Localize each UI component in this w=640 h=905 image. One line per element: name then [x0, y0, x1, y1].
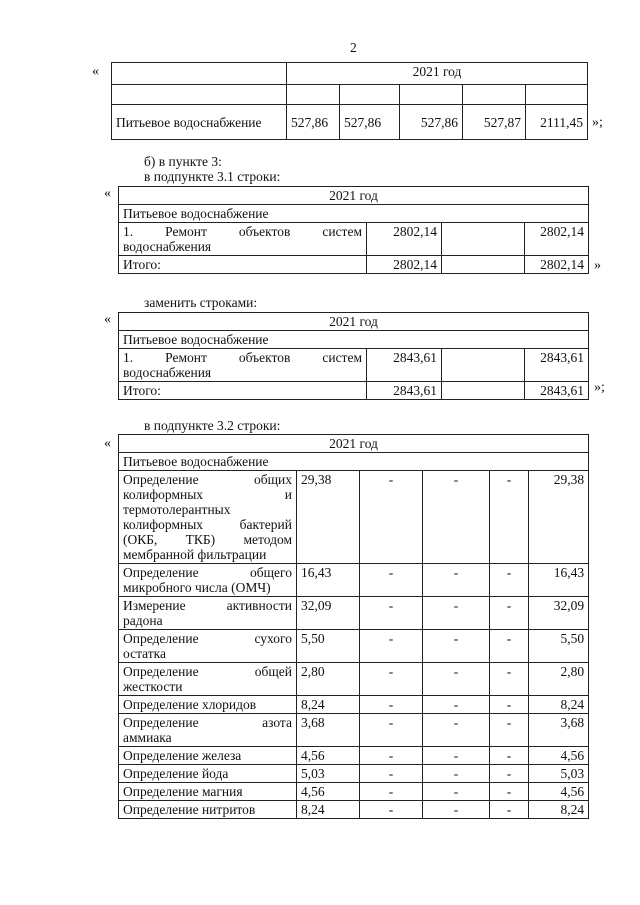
table-row: [119, 696, 589, 714]
table-3-1-new: [118, 312, 589, 400]
row-label-line: 1. Ремонт объектов систем: [123, 350, 362, 365]
value-cell: 527,87: [463, 105, 526, 140]
dash-cell: -: [490, 714, 529, 747]
dash-cell: -: [490, 765, 529, 783]
value-cell: 16,43: [297, 564, 360, 597]
value-cell: 527,86: [287, 105, 340, 140]
row-label-line: Определение азота: [123, 715, 292, 730]
dash-cell: -: [490, 663, 529, 696]
dash-cell: -: [423, 471, 490, 564]
row-label-line: Определение общего: [123, 565, 292, 580]
value-cell: 2,80: [297, 663, 360, 696]
table-row: [119, 597, 589, 630]
value-cell: 527,86: [400, 105, 463, 140]
paragraph-b: б) в пункте 3:: [144, 154, 222, 169]
row-label-line: колиформных бактерий: [123, 517, 292, 532]
value-cell: 2802,14: [367, 223, 442, 256]
table-row: [119, 564, 589, 597]
value-cell: 4,56: [297, 783, 360, 801]
open-quote-3: «: [104, 312, 111, 327]
dash-cell: -: [490, 801, 529, 819]
paragraph-3-1: в подпункте 3.1 строки:: [144, 169, 281, 184]
value-cell: 2843,61: [367, 349, 442, 382]
table-summary-2021: [111, 62, 588, 140]
dash-cell: -: [423, 801, 490, 819]
row-label: [119, 696, 297, 714]
dash-cell: -: [360, 714, 423, 747]
row-label-line: жесткости: [123, 679, 183, 694]
dash-cell: -: [360, 471, 423, 564]
row-label-line: водоснабжения: [123, 365, 212, 380]
dash-cell: -: [423, 765, 490, 783]
row-label-line: Определение магния: [123, 784, 243, 799]
dash-cell: -: [423, 630, 490, 663]
section-label: Питьевое водоснабжение: [119, 453, 589, 471]
value-cell: 527,86: [340, 105, 400, 140]
total-cell: 16,43: [529, 564, 589, 597]
dash-cell: -: [423, 696, 490, 714]
total-cell: 5,50: [529, 630, 589, 663]
row-label: [119, 747, 297, 765]
table-row: [119, 663, 589, 696]
row-label: [119, 597, 297, 630]
row-label-line: аммиака: [123, 730, 172, 745]
dash-cell: -: [360, 630, 423, 663]
table-row: [119, 765, 589, 783]
year-header: 2021 год: [287, 63, 588, 85]
table-row: [119, 783, 589, 801]
total-cell: 8,24: [529, 801, 589, 819]
row-label: Питьевое водоснабжение: [112, 105, 287, 140]
value-cell: 4,56: [297, 747, 360, 765]
table-row: [119, 801, 589, 819]
close-quote-1: »;: [592, 115, 603, 130]
row-label-line: Определение нитритов: [123, 802, 256, 817]
row-label-line: Определение общей: [123, 664, 292, 679]
itogo-total: 2802,14: [525, 256, 589, 274]
row-label-line: Определение железа: [123, 748, 242, 763]
itogo-total: 2843,61: [525, 382, 589, 400]
row-label: [119, 663, 297, 696]
row-label-line: Определение сухого: [123, 631, 292, 646]
table-3-1-old: [118, 186, 589, 274]
table-row: [119, 714, 589, 747]
dash-cell: -: [490, 471, 529, 564]
row-label-line: (ОКБ, ТКБ) методом: [123, 532, 292, 547]
row-label-line: Определение йода: [123, 766, 229, 781]
table-row: [119, 471, 589, 564]
dash-cell: -: [490, 564, 529, 597]
value-cell: 5,50: [297, 630, 360, 663]
total-cell: 29,38: [529, 471, 589, 564]
dash-cell: -: [423, 597, 490, 630]
close-quote-2: »: [594, 258, 601, 273]
dash-cell: -: [360, 747, 423, 765]
dash-cell: -: [490, 696, 529, 714]
total-cell: 32,09: [529, 597, 589, 630]
table-row: [119, 630, 589, 663]
paragraph-replace: заменить строками:: [144, 295, 258, 310]
dash-cell: -: [360, 564, 423, 597]
row-label: [119, 783, 297, 801]
value-cell: 8,24: [297, 696, 360, 714]
row-label-line: радона: [123, 613, 163, 628]
dash-cell: -: [423, 564, 490, 597]
total-cell: 2,80: [529, 663, 589, 696]
dash-cell: -: [423, 714, 490, 747]
dash-cell: -: [360, 801, 423, 819]
row-label-line: Измерение активности: [123, 598, 292, 613]
dash-cell: -: [490, 597, 529, 630]
table-3-2-old: [118, 434, 589, 819]
total-cell: 4,56: [529, 747, 589, 765]
close-quote-3: »;: [594, 380, 605, 395]
row-label: [119, 714, 297, 747]
total-cell: 2802,14: [525, 223, 589, 256]
total-cell: 8,24: [529, 696, 589, 714]
total-cell: 2111,45: [526, 105, 588, 140]
dash-cell: -: [360, 696, 423, 714]
dash-cell: -: [423, 783, 490, 801]
year-header: 2021 год: [119, 187, 589, 205]
itogo-value: 2802,14: [367, 256, 442, 274]
row-label: [119, 765, 297, 783]
section-label: Питьевое водоснабжение: [119, 205, 589, 223]
row-label: [119, 630, 297, 663]
total-cell: 2843,61: [525, 349, 589, 382]
row-label-line: микробного числа (ОМЧ): [123, 580, 271, 595]
row-label-line: 1. Ремонт объектов систем: [123, 224, 362, 239]
itogo-label: Итого:: [119, 256, 367, 274]
total-cell: 4,56: [529, 783, 589, 801]
value-cell: 8,24: [297, 801, 360, 819]
row-label-line: термотолерантных: [123, 502, 231, 517]
row-label: [119, 801, 297, 819]
dash-cell: -: [490, 747, 529, 765]
value-cell: 29,38: [297, 471, 360, 564]
row-label: [119, 564, 297, 597]
section-label: Питьевое водоснабжение: [119, 331, 589, 349]
open-quote-1: «: [92, 64, 99, 79]
paragraph-3-2: в подпункте 3.2 строки:: [144, 418, 281, 433]
dash-cell: -: [360, 597, 423, 630]
dash-cell: -: [423, 663, 490, 696]
dash-cell: -: [360, 765, 423, 783]
row-label-line: Определение общих: [123, 472, 292, 487]
page-number: 2: [350, 40, 357, 55]
row-label-line: мембранной фильтрации: [123, 547, 267, 562]
total-cell: 3,68: [529, 714, 589, 747]
dash-cell: -: [490, 783, 529, 801]
year-header: 2021 год: [119, 435, 589, 453]
total-cell: 5,03: [529, 765, 589, 783]
row-label-line: водоснабжения: [123, 239, 212, 254]
dash-cell: -: [423, 747, 490, 765]
dash-cell: -: [490, 630, 529, 663]
value-cell: 5,03: [297, 765, 360, 783]
value-cell: 3,68: [297, 714, 360, 747]
open-quote-4: «: [104, 436, 111, 451]
year-header: 2021 год: [119, 313, 589, 331]
row-label-line: Определение хлоридов: [123, 697, 257, 712]
row-label-line: колиформных и: [123, 487, 292, 502]
dash-cell: -: [360, 663, 423, 696]
value-cell: 32,09: [297, 597, 360, 630]
row-label-line: остатка: [123, 646, 167, 661]
itogo-value: 2843,61: [367, 382, 442, 400]
open-quote-2: «: [104, 186, 111, 201]
row-label: [119, 471, 297, 564]
itogo-label: Итого:: [119, 382, 367, 400]
dash-cell: -: [360, 783, 423, 801]
table-row: [119, 747, 589, 765]
